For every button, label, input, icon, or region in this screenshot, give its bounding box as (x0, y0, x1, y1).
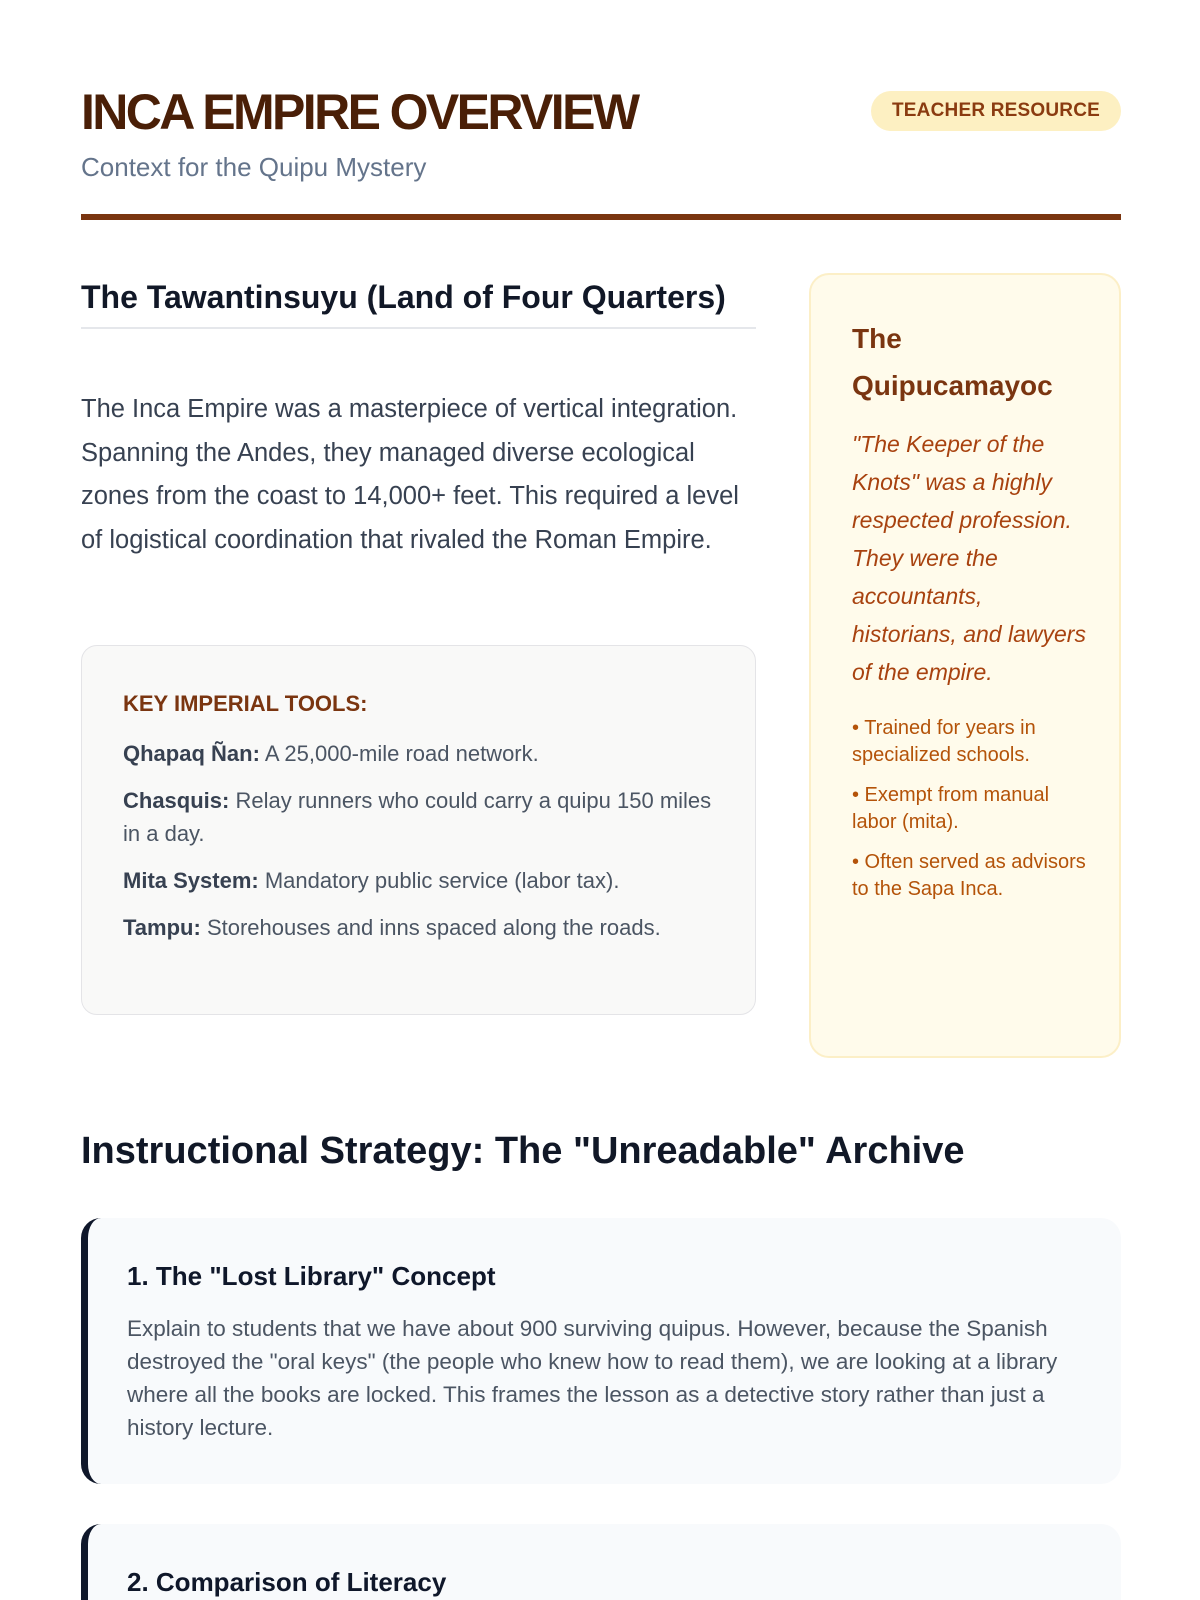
tool-description: Storehouses and inns spaced along the roads. (206, 915, 661, 940)
header-divider (81, 214, 1121, 220)
tool-term: Qhapaq Ñan: (123, 741, 260, 766)
sidebar-title: The Quipucamayoc (852, 323, 1053, 401)
tool-term: Tampu: (123, 915, 201, 940)
tool-term: Mita System: (123, 868, 259, 893)
tool-description: A 25,000-mile road network. (264, 741, 539, 766)
tool-item (123, 737, 715, 770)
document-header (81, 82, 1121, 222)
strategy-card (81, 1218, 1121, 1484)
sidebar-list-item: • Trained for years in specialized schools. (852, 717, 1036, 766)
page-subtitle: Context for the Quipu Mystery (81, 152, 427, 182)
sidebar-list-item: • Exempt from manual labor (mita). (852, 784, 1050, 833)
section-title: The Tawantinsuyu (Land of Four Quarters) (81, 274, 756, 329)
intro-paragraph: The Inca Empire was a masterpiece of vertical integration. Spanning the Andes, they managed diverse ecological zones from the coast to 14,000+ feet. This required a level of logistical coordination that rivaled the Roman Empire. (81, 395, 739, 554)
tool-description: Mandatory public service (labor tax). (264, 868, 620, 893)
sidebar-list-item: • Often served as advisors to the Sapa Inca. (852, 851, 1086, 900)
key-tools-heading: KEY IMPERIAL TOOLS: (123, 691, 368, 716)
tool-item (123, 864, 715, 897)
tool-description: Relay runners who could carry a quipu 150 miles in a day. (123, 788, 712, 846)
strategy-card-title: 2. Comparison of Literacy (127, 1567, 447, 1597)
strategy-card (81, 1524, 1121, 1600)
strategy-card-text: Explain to students that we have about 900 surviving quipus. However, because the Spanish destroyed the "oral keys" (the people who knew how to read them), we are looking at a library where all the books are locked. This frames the lesson as a detective story rather than just a history lecture. (127, 1316, 1058, 1440)
tool-item (123, 784, 715, 850)
page-title: INCA EMPIRE OVERVIEW (81, 84, 638, 140)
strategy-title: Instructional Strategy: The "Unreadable" Archive (81, 1130, 965, 1172)
key-tools-box (81, 645, 756, 1015)
tool-term: Chasquis: (123, 788, 230, 813)
sidebar-quote: "The Keeper of the Knots" was a highly respected profession. They were the accountants, historians, and lawyers of the empire. (852, 431, 1086, 685)
tool-item (123, 911, 715, 944)
strategy-card-title: 1. The "Lost Library" Concept (127, 1261, 496, 1291)
teacher-resource-badge: TEACHER RESOURCE (871, 91, 1121, 131)
quipucamayoc-sidebar (809, 273, 1121, 1058)
